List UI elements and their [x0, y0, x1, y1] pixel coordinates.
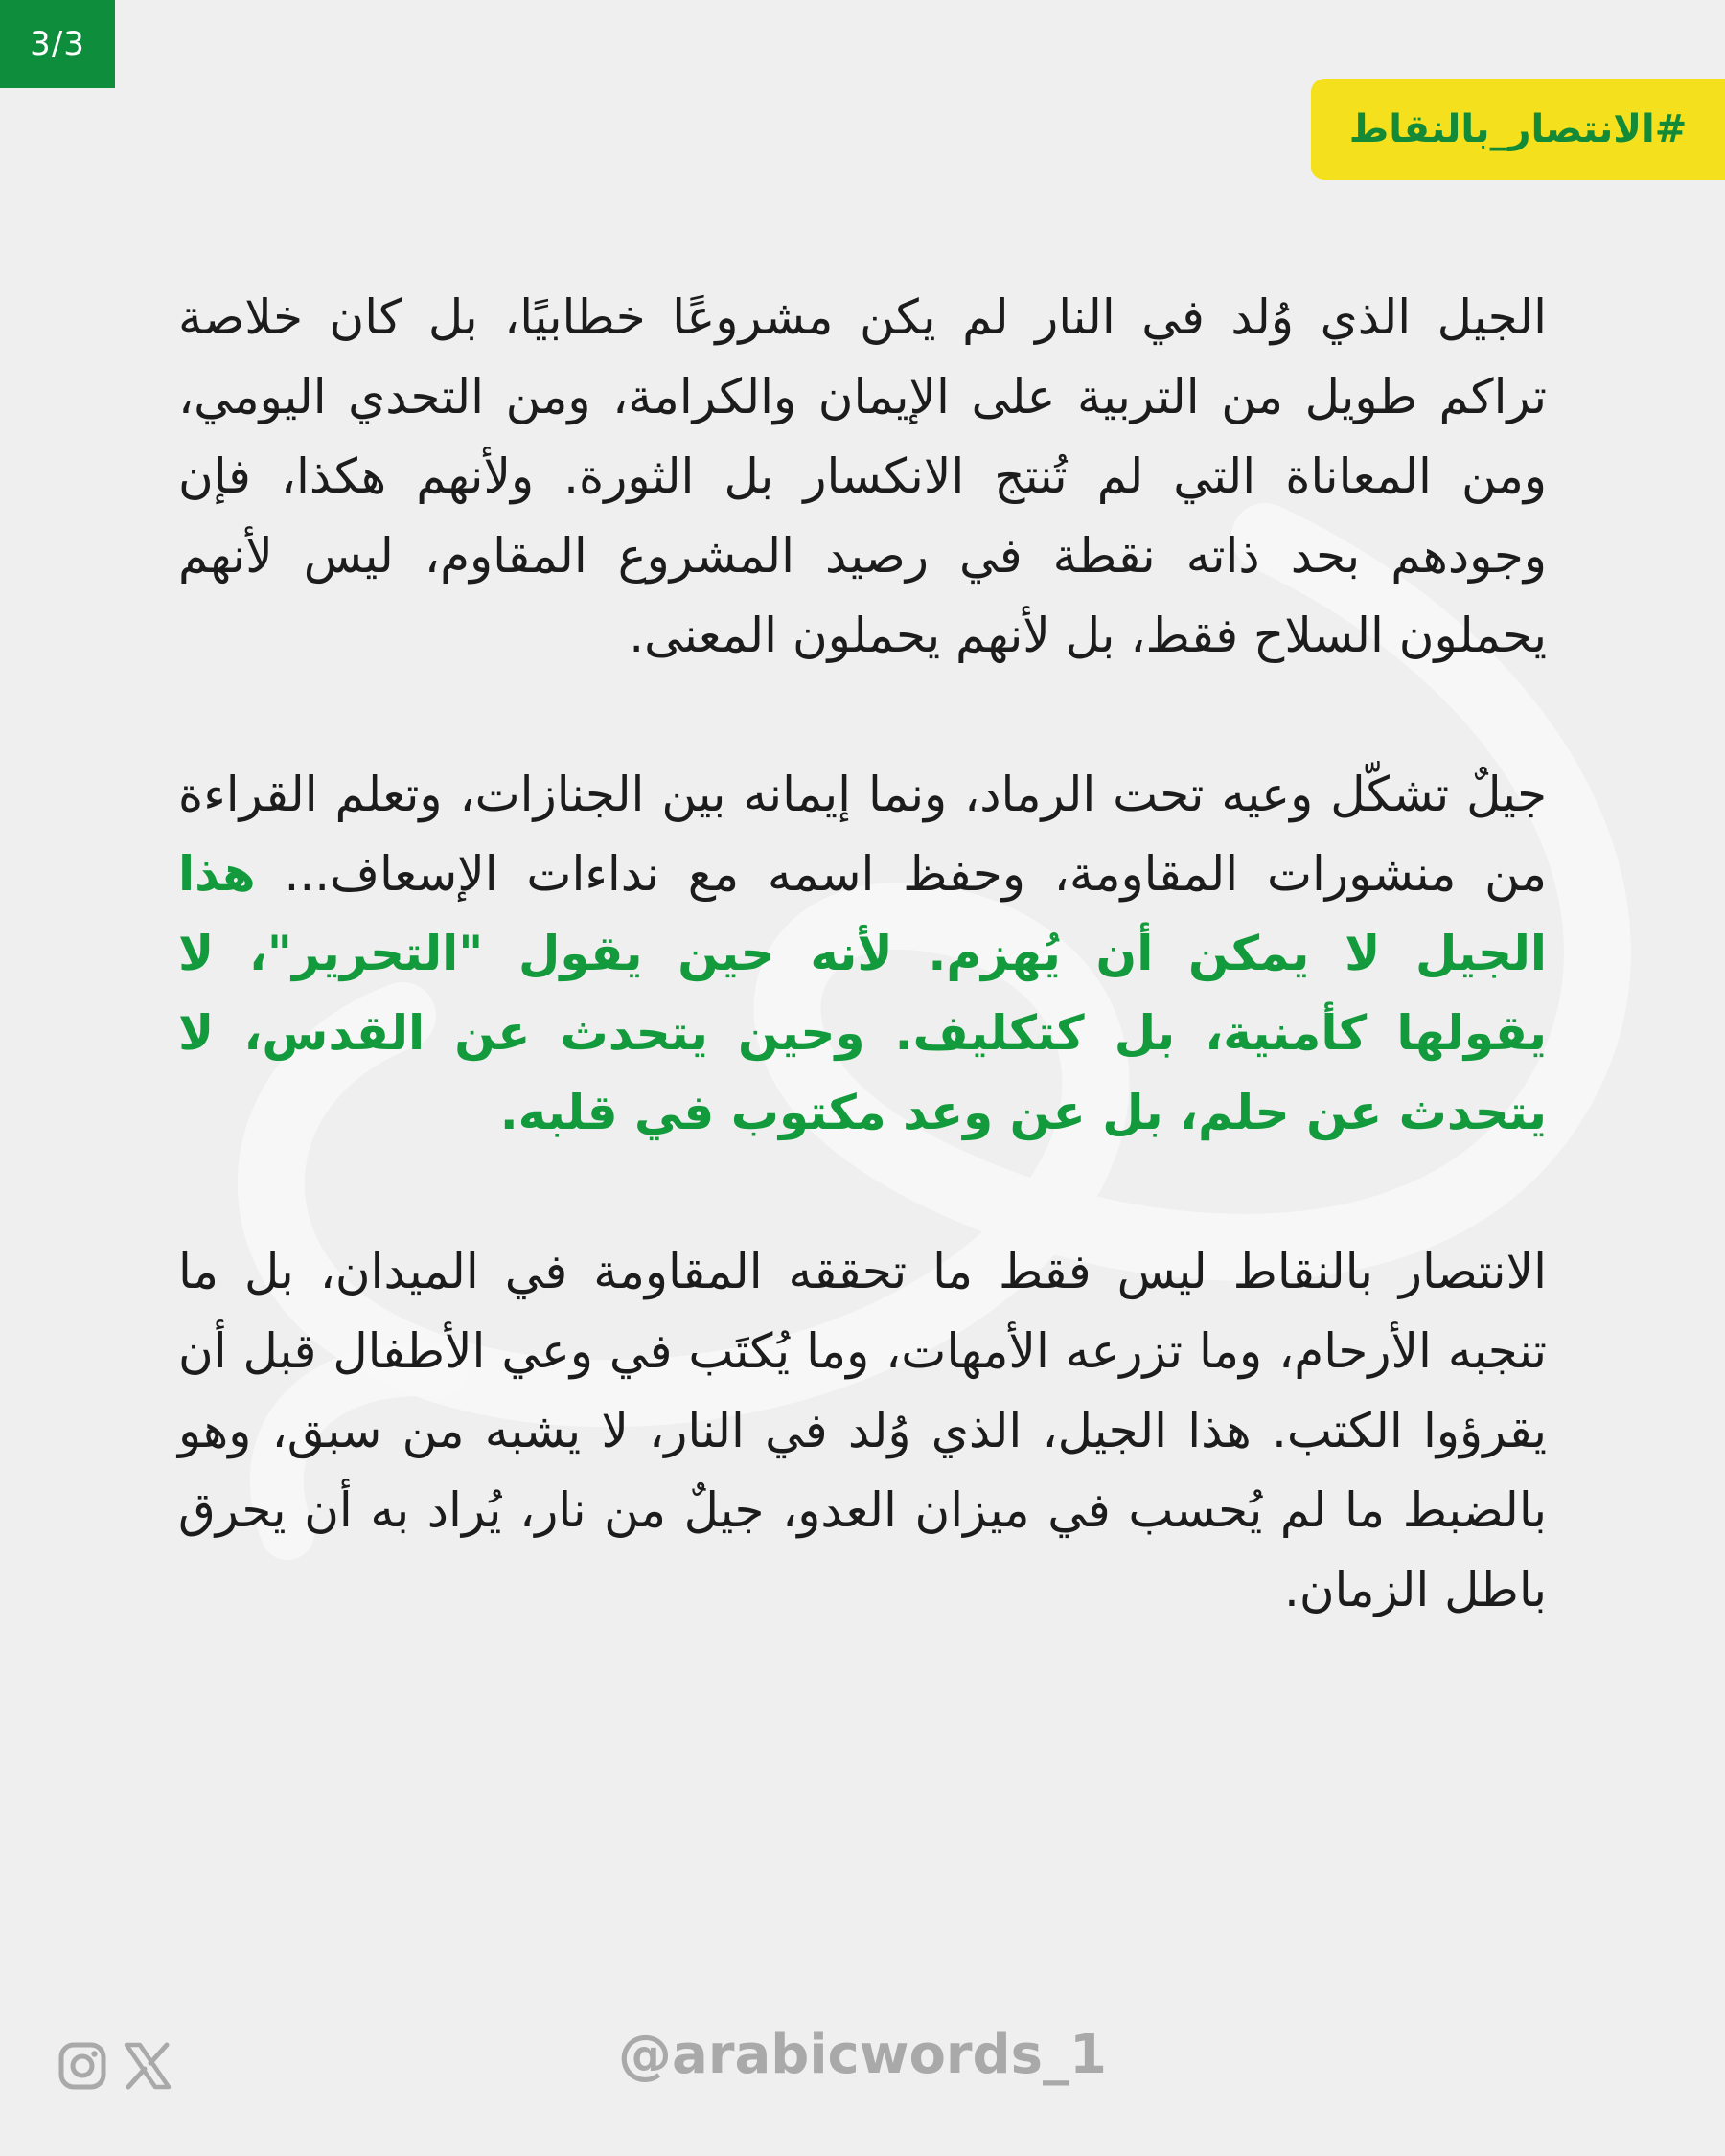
article-body: [178, 278, 1547, 1709]
page-indicator: [0, 0, 115, 88]
account-handle: @arabicwords_1: [618, 2024, 1107, 2086]
paragraph-3: الانتصار بالنقاط ليس فقط ما تحققه المقاومة في الميدان، بل ما تنجبه الأرحام، وما تزرعه الأمهات، وما يُكتَب في وعي الأطفال قبل أن يقرؤوا الكتب. هذا الجيل، الذي وُلد في النار، لا يشبه من سبق، وهو بالضبط ما لم يُحسب في ميزان العدو، جيلٌ من نار، يُراد به أن يحرق باطل الزمان.: [178, 1244, 1547, 1617]
paragraph-2: [178, 755, 1547, 1153]
paragraph-1: الجيل الذي وُلد في النار لم يكن مشروعًا خطابيًا، بل كان خلاصة تراكم طويل من التربية على الإيمان والكرامة، ومن التحدي اليومي، ومن المعاناة التي لم تُنتج الانكسار بل الثورة. ولأنهم هكذا، فإن وجودهم بحد ذاته نقطة في رصيد المشروع المقاوم، ليس لأنهم يحملون السلاح فقط، بل لأنهم يحملون المعنى.: [178, 289, 1547, 663]
paragraph-2-highlight: هذا الجيل لا يمكن أن يُهزم. لأنه حين يقول "التحرير"، لا يقولها كأمنية، بل كتكليف. وحين يتحدث عن القدس، لا يتحدث عن حلم، بل عن وعد مكتوب في قلبه.: [178, 846, 1547, 1140]
hashtag-tag: [1311, 79, 1725, 180]
hashtag-text: #الانتصار_بالنقاط: [1348, 107, 1688, 151]
paragraph-2-text: جيلٌ تشكّل وعيه تحت الرماد، ونما إيمانه بين الجنازات، وتعلم القراءة من منشورات المقاومة، وحفظ اسمه مع نداءات الإسعاف...: [178, 767, 1547, 902]
page-indicator-text: 3/3: [30, 25, 85, 63]
